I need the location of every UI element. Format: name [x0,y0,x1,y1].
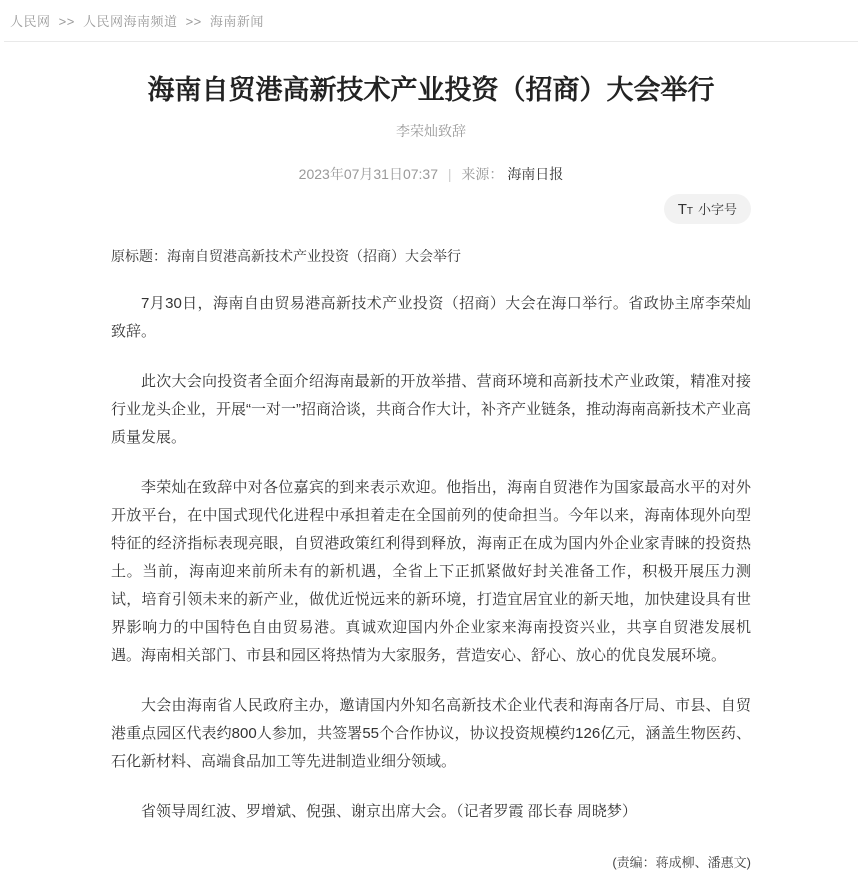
paragraph: 7月30日，海南自由贸易港高新技术产业投资（招商）大会在海口举行。省政协主席李荣灿致辞。 [111,295,751,340]
breadcrumb-separator: >> [185,14,202,29]
font-size-button[interactable] [664,194,751,224]
header-divider [4,41,858,42]
font-size-label: 小字号 [697,202,737,217]
source-link[interactable]: 海南日报 [507,166,564,182]
paragraph: 此次大会向投资者全面介绍海南最新的开放举措、营商环境和高新技术产业政策，精准对接行业龙头企业，开展“一对一”招商洽谈，共商合作大计，补齐产业链条，推动海南高新技术产业高质量发展。 [111,373,751,446]
original-title-text: 海南自贸港高新技术产业投资（招商）大会举行 [167,248,461,264]
original-title-line [111,246,751,266]
article-subtitle: 李荣灿致辞 [396,123,466,139]
paragraph: 省领导周红波、罗增斌、倪强、谢京出席大会。（记者罗霞 邵长春 周晓梦） [141,803,637,820]
paragraph: 李荣灿在致辞中对各位嘉宾的到来表示欢迎。他指出，海南自贸港作为国家最高水平的对外开放平台，在中国式现代化进程中承担着走在全国前列的使命担当。今年以来，海南体现外向型特征的经济指标表现亮眼，自贸港政策红利得到释放，海南正在成为国内外企业家青睐的投资热土。当前，海南迎来前所未有的新机遇，全省上下正抓紧做好封关准备工作，积极开展压力测试，培育引领未来的新产业，做优近悦远来的新环境，打造宜居宜业的新天地，加快建设具有世界影响力的中国特色自由贸易港。真诚欢迎国内外企业家来海南投资兴业，共享自贸港发展机遇。海南相关部门、市县和园区将热情为大家服务，营造安心、舒心、放心的优良发展环境。 [111,479,751,664]
article-meta [111,164,751,184]
breadcrumb-link-hainan-channel[interactable]: 人民网海南频道 [82,14,178,29]
breadcrumb-link-hainan-news[interactable]: 海南新闻 [209,14,264,29]
publish-date: 2023年07月31日07:37 [298,166,438,182]
article-body [111,290,751,826]
article-toolbar [111,194,751,224]
font-size-icon-small: T [686,206,693,217]
editors-line: (责编：蒋成柳、潘惠文) [612,855,751,870]
breadcrumb [0,0,862,41]
breadcrumb-link-peoples-daily[interactable]: 人民网 [10,14,51,29]
font-size-icon: T [677,201,687,218]
meta-divider: | [447,166,452,182]
source-label: 来源： [461,166,504,182]
article [111,72,751,889]
original-title-label: 原标题： [111,248,167,264]
breadcrumb-separator: >> [58,14,75,29]
article-title: 海南自贸港高新技术产业投资（招商）大会举行 [147,75,715,105]
paragraph: 大会由海南省人民政府主办，邀请国内外知名高新技术企业代表和海南各厅局、市县、自贸港重点园区代表约800人参加，共签署55个合作协议，协议投资规模约126亿元，涵盖生物医药、石化新材料、高端食品加工等先进制造业细分领域。 [111,697,751,770]
